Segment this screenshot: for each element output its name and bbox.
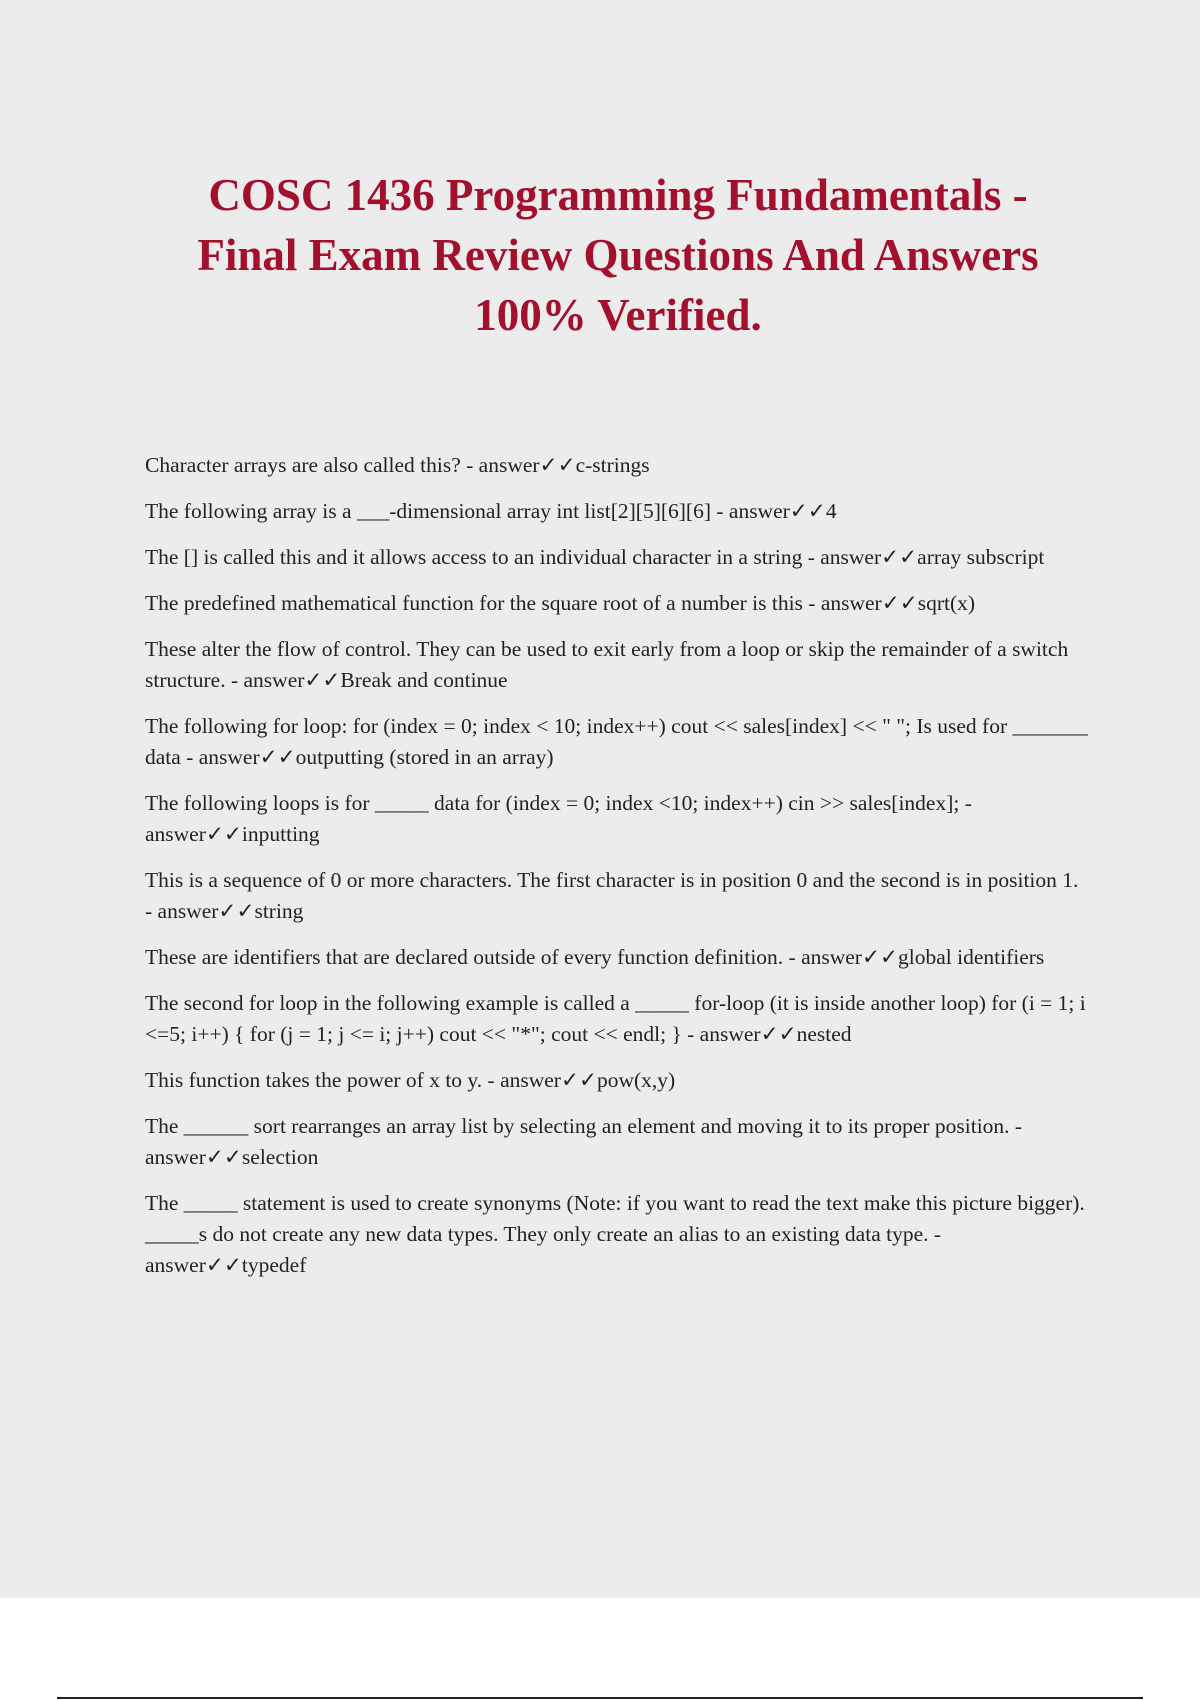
question-answer-item: The _____ statement is used to create synonyms (Note: if you want to read the text make this picture bigger). _____s do not create any new data types. They only create an alias to an existing data type. - answer✓✓typedef bbox=[145, 1191, 1085, 1277]
title-line-3: 100% Verified. bbox=[474, 290, 762, 340]
question-answer-item: The [] is called this and it allows access to an individual character in a string - answer✓✓array subscript bbox=[145, 545, 1045, 569]
question-answer-item: Character arrays are also called this? - answer✓✓c-strings bbox=[145, 453, 650, 477]
question-answer-item: These are identifiers that are declared outside of every function definition. - answer✓✓global identifiers bbox=[145, 945, 1045, 969]
question-answer-item: The following loops is for _____ data for (index = 0; index <10; index++) cin >> sales[index]; - answer✓✓inputting bbox=[145, 791, 972, 846]
document-title bbox=[100, 165, 1136, 345]
question-answer-list bbox=[145, 450, 1090, 1296]
question-answer-item: The predefined mathematical function for the square root of a number is this - answer✓✓sqrt(x) bbox=[145, 591, 976, 615]
title-line-1: COSC 1436 Programming Fundamentals - bbox=[208, 170, 1028, 220]
question-answer-item: The following array is a ___-dimensional array int list[2][5][6][6] - answer✓✓4 bbox=[145, 499, 837, 523]
title-line-2: Final Exam Review Questions And Answers bbox=[197, 230, 1039, 280]
question-answer-item: These alter the flow of control. They can be used to exit early from a loop or skip the remainder of a switch structure. - answer✓✓Break and continue bbox=[145, 637, 1069, 692]
question-answer-item: The second for loop in the following example is called a _____ for-loop (it is inside another loop) for (i = 1; i <=5; i++) { for (j = 1; j <= i; j++) cout << "*"; cout << endl; } - answer✓✓nested bbox=[145, 991, 1086, 1046]
question-answer-item: The following for loop: for (index = 0; index < 10; index++) cout << sales[index] << " "; Is used for _______ data - answer✓✓outputting (stored in an array) bbox=[145, 714, 1088, 769]
question-answer-item: This is a sequence of 0 or more characters. The first character is in position 0 and the second is in position 1. - answer✓✓string bbox=[145, 868, 1079, 923]
question-answer-item: The ______ sort rearranges an array list by selecting an element and moving it to its proper position. - answer✓✓selection bbox=[145, 1114, 1023, 1169]
footer-divider bbox=[57, 1697, 1143, 1699]
question-answer-item: This function takes the power of x to y. - answer✓✓pow(x,y) bbox=[145, 1068, 676, 1092]
